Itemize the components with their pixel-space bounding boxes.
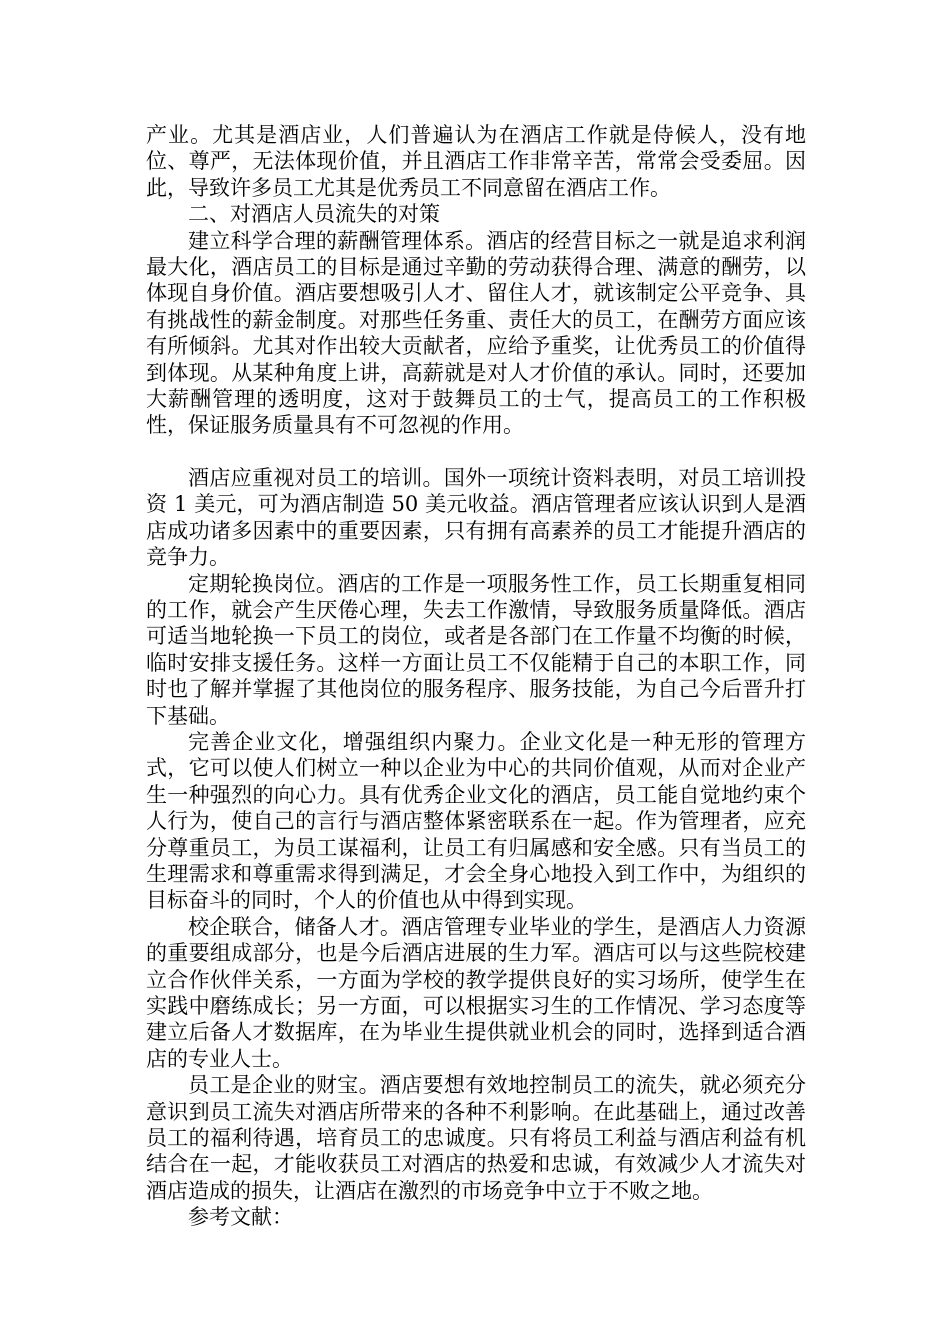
section-heading-countermeasures: 二、对酒店人员流失的对策 — [188, 202, 440, 227]
paragraph-salary-system: 建立科学合理的薪酬管理体系。酒店的经营目标之一就是追求利润最大化，酒店员工的目标是通过辛勤的劳动获得合理、满意的酬劳，以体现自身价值。酒店要想吸引人才、留住人才，就该制定公平竞争、具有挑战性的薪金制度。对那些任务重、责任大的员工，在酬劳方面应该有所倾斜。尤其对作出较大贡献者，应给予重奖，让优秀员工的价值得到体现。从某种角度上讲，高薪就是对人才价值的承认。同时，还要加大薪酬管理的透明度，这对于鼓舞员工的士气，提高员工的工作积极性，保证服务质量具有不可忽视的作用。 — [146, 228, 806, 438]
paragraph-corporate-culture: 完善企业文化，增强组织内聚力。企业文化是一种无形的管理方式，它可以使人们树立一种以企业为中心的共同价值观，从而对企业产生一种强烈的向心力。具有优秀企业文化的酒店，员工能自觉地约束个人行为，使自己的言行与酒店整体紧密联系在一起。作为管理者，应充分尊重员工，为员工谋福利，让员工有归属感和安全感。只有当员工的生理需求和尊重需求得到满足，才会全身心地投入到工作中，为组织的目标奋斗的同时，个人的价值也从中得到实现。 — [146, 729, 806, 913]
paragraph-spacer — [146, 439, 806, 465]
paragraph-continuation: 产业。尤其是酒店业，人们普遍认为在酒店工作就是侍候人，没有地位、尊严，无法体现价值，并且酒店工作非常辛苦，常常会受委屈。因此，导致许多员工尤其是优秀员工不同意留在酒店工作。 — [146, 123, 806, 200]
document-body — [146, 122, 806, 1231]
paragraph-conclusion: 员工是企业的财宝。酒店要想有效地控制员工的流失，就必须充分意识到员工流失对酒店所带来的各种不利影响。在此基础上，通过改善员工的福利待遇，培育员工的忠诚度。只有将员工利益与酒店利益有机结合在一起，才能收获员工对酒店的热爱和忠诚，有效减少人才流失对酒店造成的损失，让酒店在激烈的市场竞争中立于不败之地。 — [146, 1073, 806, 1203]
paragraph-school-enterprise: 校企联合，储备人才。酒店管理专业毕业的学生，是酒店人力资源的重要组成部分，也是今后酒店进展的生力军。酒店可以与这些院校建立合作伙伴关系，一方面为学校的教学提供良好的实习场所，使学生在实践中磨练成长；另一方面，可以根据实习生的工作情况、学习态度等建立后备人才数据库，在为毕业生提供就业机会的同时，选择到适合酒店的专业人士。 — [146, 914, 806, 1071]
paragraph-training: 酒店应重视对员工的培训。国外一项统计资料表明，对员工培训投资 1 美元，可为酒店制造 50 美元收益。酒店管理者应该认识到人是酒店成功诸多因素中的重要因素，只有拥有高素养的员工才能提升酒店的竞争力。 — [146, 465, 806, 570]
paragraph-job-rotation: 定期轮换岗位。酒店的工作是一项服务性工作，员工长期重复相同的工作，就会产生厌倦心理，失去工作激情，导致服务质量降低。酒店可适当地轮换一下员工的岗位，或者是各部门在工作量不均衡的时候，临时安排支援任务。这样一方面让员工不仅能精于自己的本职工作，同时也了解并掌握了其他岗位的服务程序、服务技能，为自己今后晋升打下基础。 — [146, 571, 806, 728]
references-heading: 参考文献： — [188, 1205, 293, 1230]
